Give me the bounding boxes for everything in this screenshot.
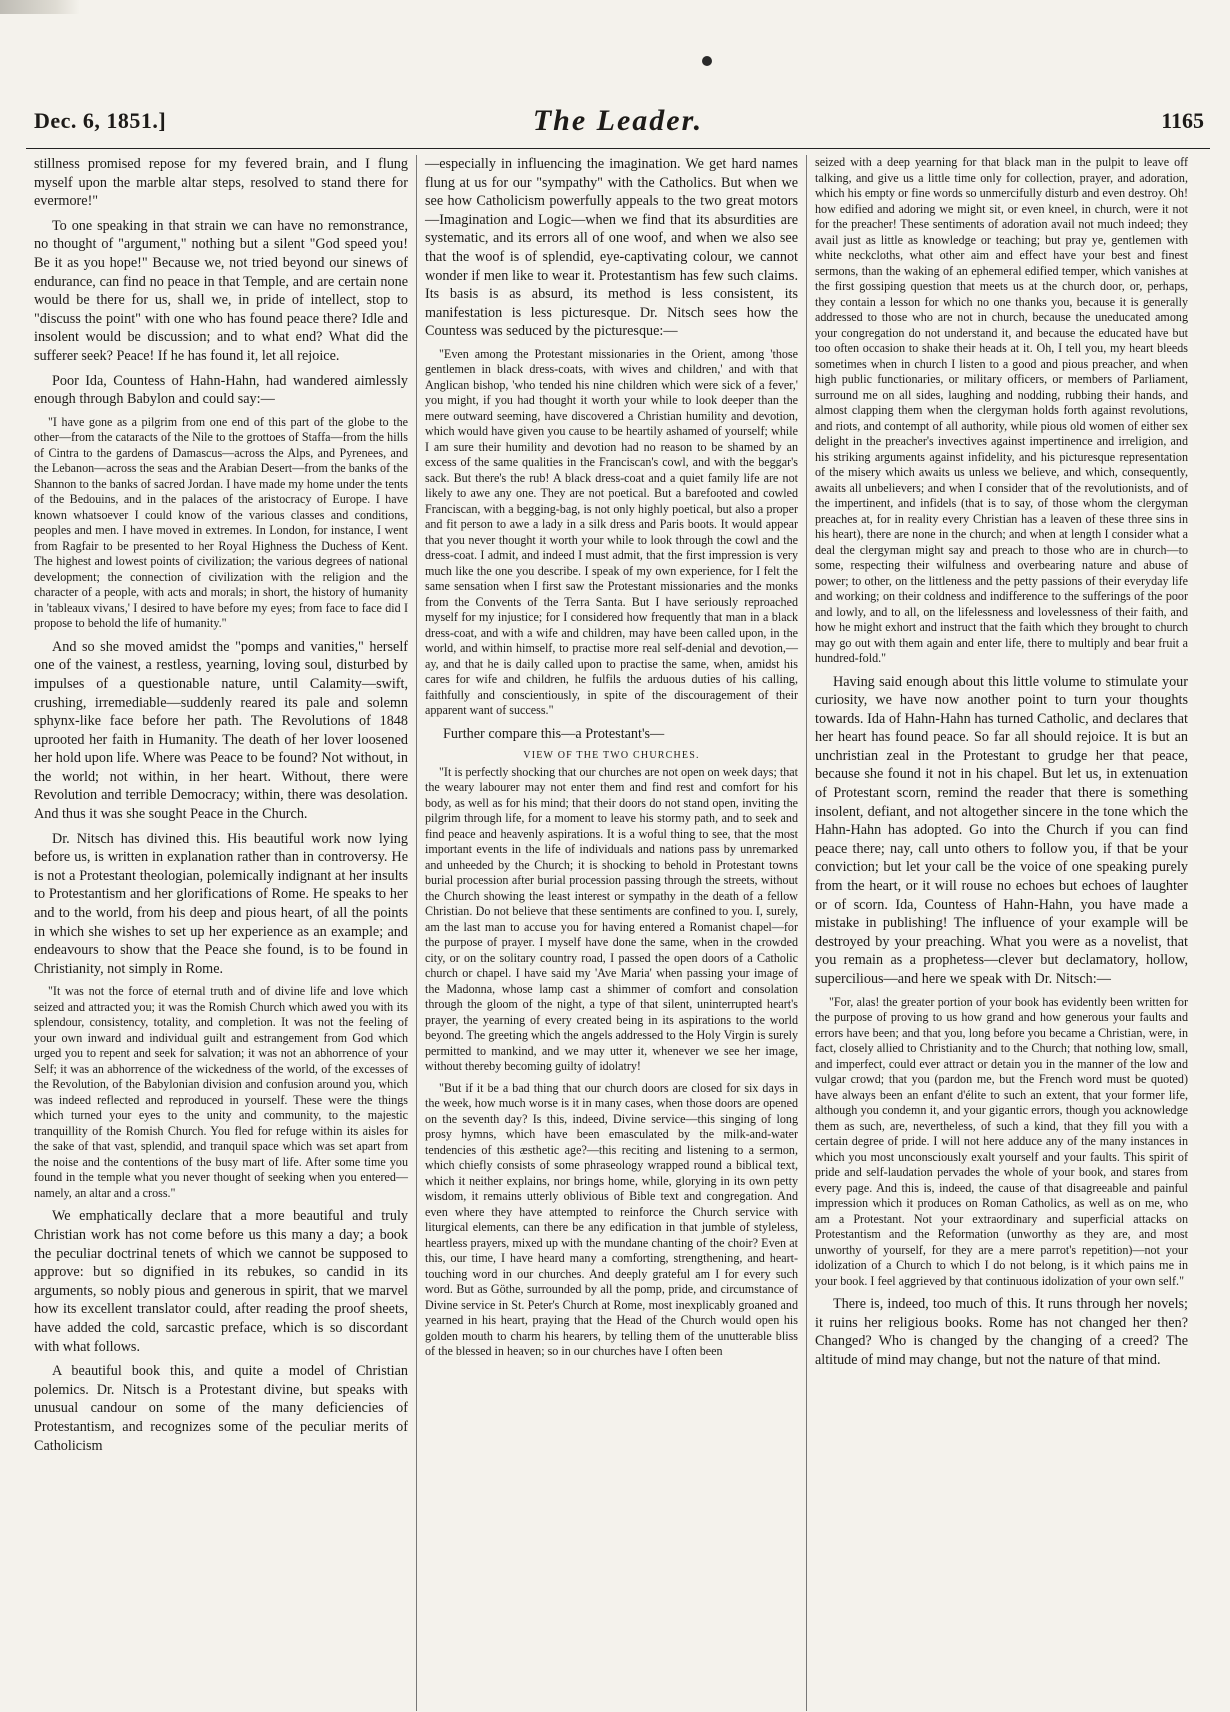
page-number: 1165 bbox=[1161, 108, 1204, 133]
body-paragraph: Having said enough about this little volume to stimulate your curiosity, we have now another point to turn your thoughts towards. Ida of Hahn-Hahn has turned Catholic, and declares that her heart has found peace. So far all should rejoice. It is but an unchristian zeal in the Protestant to grudge her that peace, because she found it not in his chapel. But let us, in extenuation of Protestant scorn, remind the reader that there is something insolent, defiant, and not altogether sincere in the tone which the Hahn-Hahn has adopted. Go into the Church if you can find peace there; nay, call unto others to follow you, if that be your conviction; but let your call be the voice of one speaking purely from the heart, or it will rouse no echoes but echoes of laughter or of scorn. Ida, Countess of Hahn-Hahn, you have made a mistake in publishing! The influence of your example will be destroyed by your preaching. What you were as a novelist, that you remain as a prophetess—clever but declamatory, hollow, supercilious—and here we speak with Dr. Nitsch:— bbox=[815, 673, 1188, 987]
body-paragraph: Further compare this—a Protestant's— bbox=[443, 725, 665, 742]
continued-paragraph: —especially in influencing the imagination. We get hard names flung at us for our "sympathy" with the Catholics. But when we see how Catholicism powerfully appeals to the two great motors—Imagination and Logic—when we find that its absurdities are systematic, and its errors all of one woof, and when we also see that the woof is of splendid, eye-captivating colour, we cannot wonder if men like to wear it. Protestantism has few such claims. Its basis is as absurd, its method is less consistent, its manifestation is less picturesque. Dr. Nitsch sees how the Countess was seduced by the picturesque:— bbox=[425, 156, 798, 340]
body-paragraph: To one speaking in that strain we can have no remonstrance, no thought of "argument," nothing but a silent "God speed you! Be it as you hope!" Because we, not tried beyond our sinews of endurance, can find no peace in that Temple, and are certain none would be there for us, shall we, in pride of intellect, stop to "discuss the point" with one who has found peace there? Idle and insolent would be discussion; and to what end? What did the sufferer seek? Peace! If he has found it, let all rejoice. bbox=[34, 217, 408, 364]
section-subheading: VIEW OF THE TWO CHURCHES. bbox=[523, 749, 700, 761]
quoted-passage: "But if it be a bad thing that our church doors are closed for six days in the week, how much worse is it in many cases, when those doors are opened on the seventh day? Is this, indeed, Divine service—this singing of long prosy hymns, which have been emasculated by the milk-and-water tendencies of this æsthetic age?—this reciting and listening to a sermon, which chiefly consists of some phraseology wrapped round a biblical text, which it neither explains, nor brings home, while, glorying in its own petty wisdom, it remains utterly oblivious of Bible text and congregation. And even where they have attempted to reinforce the Church service with liturgical elements, can there be any edification in that jumble of styleless, heartless prayers, mixed up with the mundane chanting of the choir? Even at this, our time, I have heard many a comforting, strengthening, and heart-touching word in our churches. And deeply grateful am I for every such word. But as Göthe, surrounded by all the pomp, pride, and circumstance of Divine service in St. Peter's Church at Rome, most inexplicably groaned and yearned in his heart, praying that the Head of the Church would open his golden mouth to charm his hearers, by telling them of the unutterable bliss of the blessed in heaven; so in our churches have I often been bbox=[425, 1080, 798, 1359]
body-paragraph: A beautiful book this, and quite a model of Christian polemics. Dr. Nitsch is a Protestant divine, but speaks with unusual candour on some of the many deficiencies of Protestantism, and recognizes some of the peculiar merits of Catholicism bbox=[34, 1363, 408, 1454]
column-3 bbox=[806, 155, 1196, 1711]
scan-edge-mark bbox=[0, 0, 80, 14]
article-columns bbox=[26, 155, 1210, 1711]
quoted-passage: "I have gone as a pilgrim from one end of this part of the globe to the other—from the cataracts of the Nile to the grottoes of Staffa—from the hills of Cintra to the gardens of Damascus—across the Alps, and Pyrenees, and the Lebanon—across the seas and the Arabian Desert—from the banks of the Shannon to the banks of sacred Jordan. I have made my home under the tents of the Bedouins, and in the palaces of the aristocracy of Europe. I have known whatsoever I could know of the various classes and conditions, peoples and men. I have moved in extremes. In London, for instance, I went from Ragfair to be presented to her Royal Highness the Duchess of Kent. The highest and lowest points of civilization; the various degrees of national development; the connection of civilization with the religion and the character of a people, with acts and morals; in short, the history of humanity in 'tableaux vivans,' I desired to have before my eyes; from face to face did I propose to behold the life of humanity." bbox=[34, 414, 408, 631]
quoted-passage: "It is perfectly shocking that our churches are not open on week days; that the weary labourer may not enter them and find rest and comfort for his body, as well as for his mind; that their doors do not stand open, inviting the pilgrim through life, for a moment to leave his stormy path, and to seek and find peace and heavenly aspirations. It is a woful thing to see, that the most important events in the life of individuals and nations pass by unremarked and unheeded by the Church; it is shocking to behold in Protestant towns burial procession after burial procession passing through the streets, without the Church showing the least interest or sympathy in the death of a fellow Christian. Do not believe that these sentiments are confined to you. I, surely, am the last man to accuse you for having entered a Romanist chapel—for the purpose of prayer. I myself have done the same, when in the crowded city, or on the solitary country road, I passed the open doors of a Catholic church or chapel. I have said my 'Ave Maria' when passing your image of the Madonna, whose lamp cast a shimmer of comfort and consolation through the gloom of the night, a type of that silent, uninterrupted heart's prayer, the yearning of every created being in its aspirations to the world beyond. The greeting which the angels addressed to the Holy Virgin is surely permitted to mankind, and we may utter it, whenever we see her image, without thereby becoming guilty of idolatry! bbox=[425, 764, 798, 1074]
issue-date: Dec. 6, 1851.] bbox=[34, 108, 167, 133]
body-paragraph: There is, indeed, too much of this. It runs through her novels; it ruins her religious books. Rome has not changed her then? Changed? Who is changed by the changing of a creed? The altitude of mind may change, but not the nature of that mind. bbox=[815, 1296, 1188, 1368]
quoted-passage: "Even among the Protestant missionaries in the Orient, among 'those gentlemen in black dress-coats, with wives and children,' and with that Anglican bishop, 'who tended his nine children which were sick of a fever,' you might, if you had thought it worth your while to look deeper than the mere outward seeming, have discovered a Christian humility and devotion, which would have given you cause to be heartily ashamed of yourself; while I am sure their humility and devotion had no reason to be shamed by an excess of the same qualities in the Franciscan's cowl, and with the beggar's sack. But there's the rub! A black dress-coat and a quiet family life are not likely to awe any one. They are not poetical. But a barefooted and cowled Franciscan, with a begging-bag, is not only highly poetical, but also a proper and fit person to awe a lady in a silk dress and Paris boots. It would appear that you never thought it worth your while to look through the cowl and the dress-coat. I admit, and indeed I must admit, that the first impression is very much like the one you describe. I speak of my own experience, for I felt the same sensation when I first saw the Protestant missionaries and the monks from the Convents of the Terra Santa. But I have seriously reproached myself for my injustice; for I considered how frequently that man in a black dress-coat, and with a wife and children, may have been called upon, in the world, and within himself, to practise more real self-denial and devotion,—ay, and that he is daily called upon to practise the same, when, amidst his cares for wife and children, he fulfils the arduous duties of his calling, faithfully and conscientiously, in spite of the discouragement of their apparent want of success." bbox=[425, 346, 798, 718]
continued-paragraph: stillness promised repose for my fevered brain, and I flung myself upon the marble altar steps, resolved to stand there for evermore!" bbox=[34, 156, 408, 210]
newspaper-page bbox=[26, 104, 1210, 1711]
column-2 bbox=[416, 155, 806, 1711]
masthead-title: The Leader. bbox=[532, 104, 704, 137]
continued-quotation: seized with a deep yearning for that black man in the pulpit to leave off talking, and give us a little time only for collection, prayer, and adoration, which his empty or fine words so unmercifully disturb and even destroy. Oh! how edified and adoring we might sit, or even kneel, in church, were it not for the preacher! These sentiments of adoration avail not much indeed; they avail just as little as knowledge or teaching; but pray ye, gentlemen with white neckcloths, what other aim and effect have your best and finest sermons, than the waking of an ephemeral edified temper, which vanishes at the first gossiping question that meets us at the church door, or, perhaps, they contain a lesson for which no one thanks you, because it is generally addressed to those who are not in church, because the uneducated among your congregation do not understand it, and because the educated have but too often occasion to shake their heads at it. Oh, I tell you, my heart bleeds sometimes when in church I listen to a good and pious preacher, and when high public functionaries, or military officers, or members of Parliament, surround me on all sides, laughing and nodding, rubbing their hands, and almost clapping them when the clergyman holds forth against revolutions, and riots, and contempt of all authority, while pious old women of either sex delight in the preacher's invectives against impertinence and irreligion, and his striking arguments against infidelity, and his picturesque representation of the misery which awaits us unless we believe, and which, consequently, awaits all unbelievers; and when I consider that of the revolutionists, and of the impertinent, and infidels (that is to say, of those whom the clergyman preaches at, for in reality every Christian has a leaven of these three sins in his heart), there are none in the church; and when at length I consider what a deal the clergyman might say and preach to those who are in church—to some, respecting their wilfulness and overbearing nature and abuse of power; to other, on the littleness and the petty passions of their everyday life and working; on their coldness and indifference to the sufferings of the poor and lowly, and to all, on the lifelessness and lovelessness of their faith, and how he might exhort and instruct that the faith which they brought to church may go out with them again and enter life, there to multiply and bear fruit a hundred-fold." bbox=[815, 155, 1188, 665]
page-header bbox=[26, 104, 1210, 149]
body-paragraph: We emphatically declare that a more beautiful and truly Christian work has not come before us this many a day; a book the peculiar doctrinal tenets of which we cannot be supposed to approve: but so dignified in its rebukes, so candid in its arguments, so nobly pious and generous in spirit, that we marvel how its excellent translator could, after reading the proof sheets, have added the cold, sarcastic preface, which is so discordant with what follows. bbox=[34, 1208, 408, 1355]
quoted-passage: "It was not the force of eternal truth and of divine life and love which seized and attracted you; it was the Romish Church which awed you with its splendour, consistency, totality, and completion. It was not the feeling of your own inward and individual guilt and estrangement from God which urged you to repent and seek for salvation; it was not an abhorrence of your Self; it was an abhorrence of the wickedness of the world, of the excesses of the Revolution, of the Babylonian division and confusion around you, which was indeed reflected and reproduced in yourself. These were the things which turned your eyes to the unity and community, to the majestic tranquillity of the Romish Church. You fled for refuge within its aisles for the sake of that vast, splendid, and tranquil space which was set apart from the noise and the contentions of the busy mart of life. After some time you found in the temple what you never thought of seeking when you entered—namely, an altar and a cross." bbox=[34, 984, 408, 1200]
ink-dot bbox=[702, 56, 712, 66]
quoted-passage: "For, alas! the greater portion of your book has evidently been written for the purpose of proving to us how grand and how generous your faults and errors have been; and that you, long before you became a Christian, were, in fact, closely allied to Christianity and to the Church; that nothing low, small, and imperfect, could ever attract or detain you in the manner of the low and vulgar crowd; that you (pardon me, but the French word must be quoted) have always been an enfant d'élite to such an extent, that your former life, although you condemn it, and your gigantic errors, though you acknowledge them as such, are, nevertheless, of such a kind, that they fill you with a certain degree of pride. I will not here adduce any of the many instances in which you most unconsciously exalt yourself and your faults. This spirit of pride and self-laudation pervades the whole of your book, and stares from every page. And this is, indeed, the cause of that disagreeable and painful impression which it produces on Roman Catholics, as well as on me, who am a Protestant. Not your extraordinary and superficial attacks on Protestantism and the Reformation (unworthy as they are, and most unworthy of yourself, for they are a mere parrot's repetition)—not your idolization of a Church to which I do not belong, is it which pains me in your book. I feel aggrieved by that continuous idolization of your own self." bbox=[815, 994, 1188, 1288]
body-paragraph: And so she moved amidst the "pomps and vanities," herself one of the vainest, a restless, yearning, loving soul, disturbed by impulses of a questionable nature, until Calamity—swift, crushing, irremediable—suddenly reared its pale and solemn sphynx-like face before her path. The Revolutions of 1848 uprooted her faith in Humanity. The death of her lover loosened her hold upon life. Where was Peace to be found? Not without, in the world; not within, in her heart. Without, there were Revolution and terrible Democracy; within, there was desolation. And thus it was she sought Peace in the Church. bbox=[34, 638, 408, 823]
body-paragraph: Dr. Nitsch has divined this. His beautiful work now lying before us, is written in explanation rather than in controversy. He is not a Protestant theologian, polemically indignant at her insults to Protestantism and her glorifications of Rome. He speaks to her and to the world, from his deep and pious heart, of all the points in which she wishes to set up her experience as an example; and endeavours to show that the Peace she found, is to be found in Christianity, not simply in Rome. bbox=[34, 830, 408, 977]
body-paragraph: Poor Ida, Countess of Hahn-Hahn, had wandered aimlessly enough through Babylon and could say:— bbox=[34, 372, 408, 408]
column-1 bbox=[26, 155, 416, 1711]
